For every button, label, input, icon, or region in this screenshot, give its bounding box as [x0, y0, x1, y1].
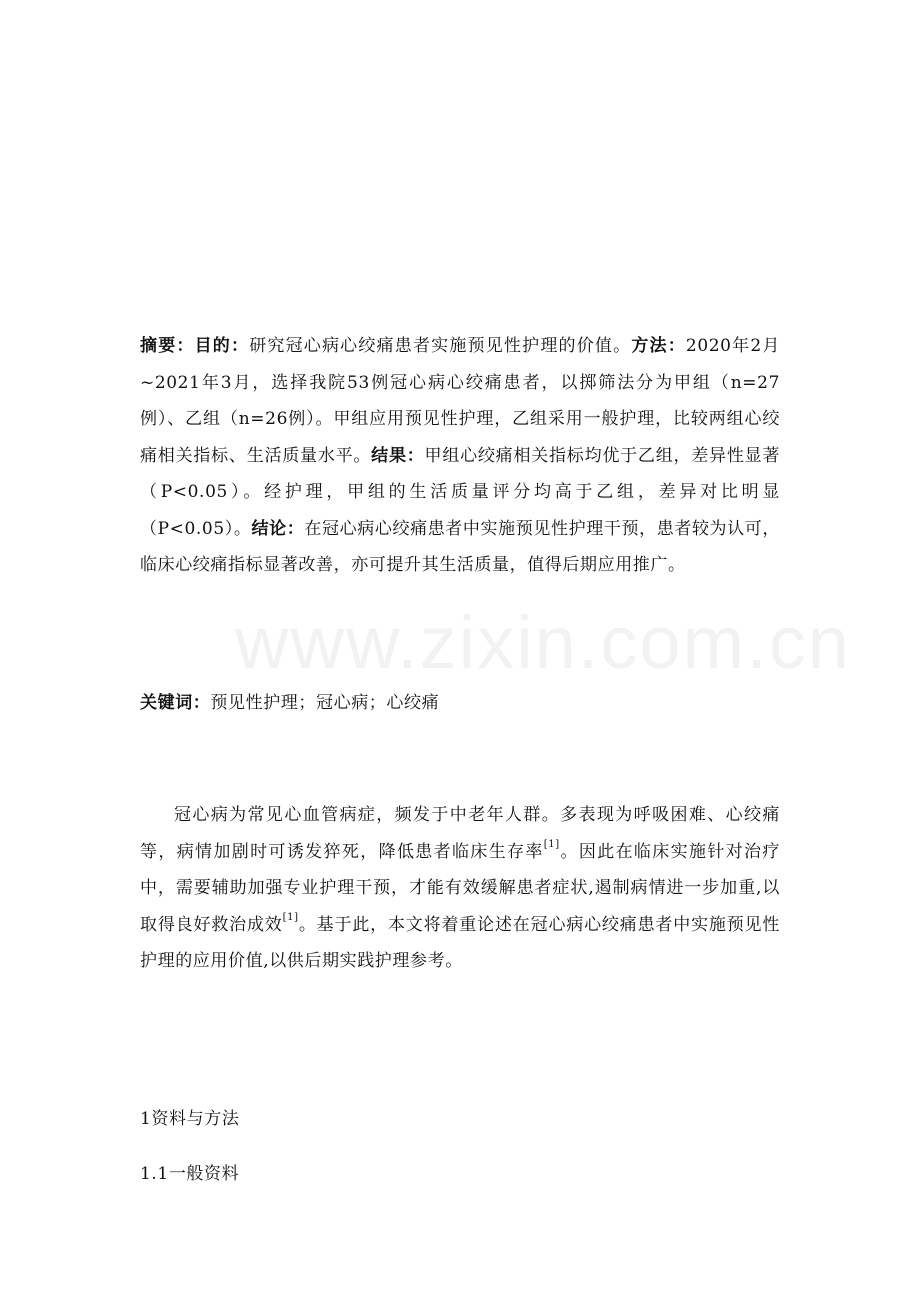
abstract-paragraph: [140, 328, 780, 584]
section-heading: 1资料与方法: [140, 1109, 240, 1129]
keywords-label: 关键词：: [140, 693, 211, 713]
method-text: 2020年2月~2021年3月，选择我院53例冠心病心绞痛患者，以掷筛法分为甲组（n=27例）、乙组（n=26例）。甲组应用预见性护理，乙组采用一般护理，比较两组心绞痛相关指标、生活质量水平。: [140, 336, 780, 466]
subsection-heading: 1.1一般资料: [140, 1164, 240, 1184]
method-label: 方法：: [631, 336, 686, 356]
purpose-text: 研究冠心病心绞痛患者实施预见性护理的价值。: [249, 336, 632, 356]
intro-paragraph: [140, 797, 780, 980]
result-text: 甲组心绞痛相关指标均优于乙组，差异性显著（P<0.05）。经护理，甲组的生活质量评分均高于乙组，差异对比明显（P<0.05）。: [140, 445, 780, 539]
conclusion-label: 结论：: [251, 518, 305, 539]
conclusion-text: 在冠心病心绞痛患者中实施预见性护理干预，患者较为认可，临床心绞痛指标显著改善，亦可提升其生活质量，值得后期应用推广。: [140, 518, 781, 575]
result-label: 结果：: [371, 445, 425, 466]
intro-text-3: 。基于此，本文将着重论述在冠心病心绞痛患者中实施预见性护理的应用价值,以供后期实践护理参考。: [140, 914, 780, 971]
watermark: www.zixin.com.cn: [235, 601, 851, 684]
abstract-label: 摘要：: [140, 336, 195, 356]
purpose-label: 目的：: [194, 336, 250, 356]
intro-text-2: 。因此在临床实施针对治疗中，需要辅助加强专业护理干预，才能有效缓解患者症状,遏制病情进一步加重,以取得良好救治成效: [140, 841, 780, 935]
citation-ref: [1]: [282, 911, 299, 923]
keywords-text: 预见性护理；冠心病；心绞痛: [210, 693, 440, 713]
keywords-line: [140, 685, 780, 722]
intro-text-1: 冠心病为常见心血管病症，频发于中老年人群。多表现为呼吸困难、心绞痛等，病情加剧时可诱发猝死，降低患者临床生存率: [140, 805, 780, 862]
citation-ref: [1]: [543, 838, 560, 850]
